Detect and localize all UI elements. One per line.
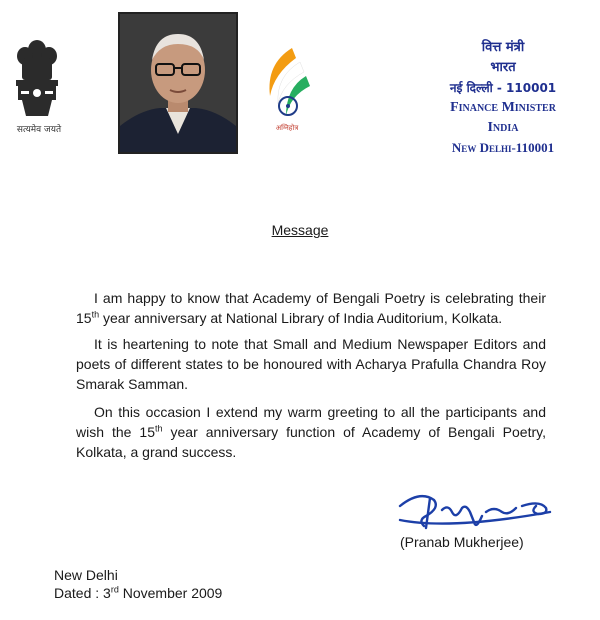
paragraph-1-text-a: I am happy to know that Academy of Bengali Poetry is celebrating their 15	[76, 290, 546, 326]
date-suffix: November 2009	[118, 585, 223, 601]
paragraph-1-text-b: year anniversary at National Library of India Auditorium, Kolkata.	[99, 310, 503, 326]
date-ordinal: rd	[110, 584, 119, 595]
portrait-photo	[118, 12, 238, 154]
message-paragraph-2: It is heartening to note that Small and Medium Newspaper Editors and poets of different states to be honoured with Acharya Prafulla Chandra Roy Smarak Samman.	[76, 336, 546, 392]
flag-flame-icon	[262, 44, 312, 124]
handwritten-signature	[390, 486, 560, 534]
paragraph-3-text-a: On this occasion I extend my warm greeting to all the participants and wish the 15	[76, 404, 546, 440]
paragraph-3-ordinal: th	[155, 423, 163, 434]
paragraph-1-ordinal: th	[91, 309, 100, 320]
paragraph-3-text-b: year anniversary function of Academy of Bengali Poetry, Kolkata, a grand success.	[76, 424, 546, 460]
office-english-title: Finance Minister	[450, 100, 556, 115]
national-emblem	[8, 36, 66, 136]
message-paragraph-3	[76, 402, 546, 462]
message-paragraph-1	[76, 288, 546, 328]
date-prefix: Dated : 3	[54, 585, 111, 601]
emblem-motto: सत्यमेव जयते	[16, 125, 62, 135]
lion-capital-icon	[8, 36, 66, 120]
office-block	[418, 38, 588, 158]
event-logo	[262, 44, 312, 136]
office-hindi-title: वित्त मंत्री	[481, 40, 525, 55]
message-heading: Message	[271, 222, 329, 238]
date	[54, 584, 222, 602]
place: New Delhi	[54, 567, 118, 583]
logo-caption: अग्निहोत्र	[275, 124, 299, 132]
office-hindi-country: भारत	[490, 60, 516, 75]
signer-name: (Pranab Mukherjee)	[400, 534, 524, 550]
office-hindi-city: नई दिल्ली - 110001	[449, 81, 557, 95]
office-english-city: New Delhi-110001	[451, 140, 555, 155]
office-english-country: India	[487, 120, 519, 135]
